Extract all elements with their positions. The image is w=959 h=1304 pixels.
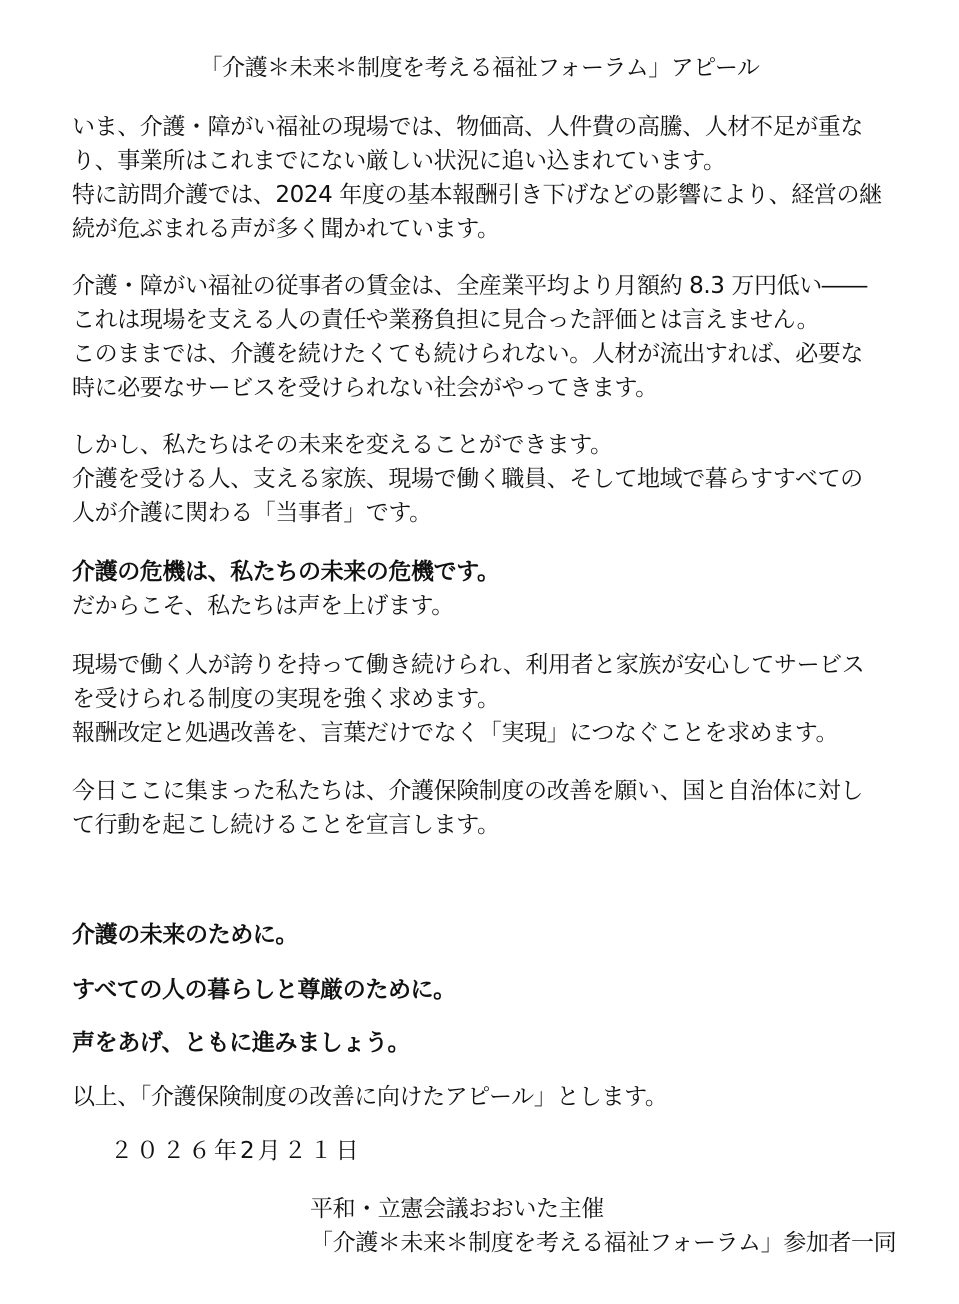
paragraph-2 xyxy=(72,269,914,405)
paragraph-line: このままでは、介護を続けたくても続けられない。人材が流出すれば、必要な xyxy=(72,341,864,367)
paragraph-3 xyxy=(72,428,914,530)
paragraph-line: 特に訪問介護では、2024 年度の基本報酬引き下げなどの影響により、経営の継 xyxy=(72,182,882,208)
paragraph-line: 介護を受ける人、支える家族、現場で働く職員、そして地域で暮らすすべての xyxy=(72,466,863,492)
paragraph-line: 今日ここに集まった私たちは、介護保険制度の改善を願い、国と自治体に対し xyxy=(72,778,864,804)
slogan-2: すべての人の暮らしと尊厳のために。 xyxy=(72,977,456,1003)
paragraph-line: り、事業所はこれまでにない厳しい状況に追い込まれています。 xyxy=(72,148,726,174)
closing-statement: 以上、「介護保険制度の改善に向けたアピール」とします。 xyxy=(72,1084,668,1110)
paragraph-line: だからこそ、私たちは声を上げます。 xyxy=(72,593,454,619)
paragraph-line: 人が介護に関わる「当事者」です。 xyxy=(72,500,432,526)
slogan-3: 声をあげ、ともに進みましょう。 xyxy=(72,1030,411,1056)
slogan-1: 介護の未来のために。 xyxy=(72,922,299,948)
paragraph-line: しかし、私たちはその未来を変えることができます。 xyxy=(72,432,613,458)
paragraph-line: 時に必要なサービスを受けられない社会がやってきます。 xyxy=(72,375,658,401)
signature-block xyxy=(310,1192,896,1260)
paragraph-5 xyxy=(72,648,914,750)
paragraph-4 xyxy=(72,555,914,623)
paragraph-6 xyxy=(72,774,914,842)
paragraph-line: て行動を起こし続けることを宣言します。 xyxy=(72,812,500,838)
paragraph-line: 続が危ぶまれる声が多く聞かれています。 xyxy=(72,216,500,242)
paragraph-line: 現場で働く人が誇りを持って働き続けられ、利用者と家族が安心してサービス xyxy=(72,652,865,678)
document-date: ２０２６年2月２１日 xyxy=(110,1138,362,1164)
paragraph-1 xyxy=(72,110,914,246)
signature-participants: 「介護＊未来＊制度を考える福祉フォーラム」参加者一同 xyxy=(310,1230,897,1256)
signature-organizer: 平和・立憲会議おおいた主催 xyxy=(310,1196,604,1222)
emphasis-line: 介護の危機は、私たちの未来の危機です。 xyxy=(72,559,500,585)
document-title: 「介護＊未来＊制度を考える福祉フォーラム」アピール xyxy=(199,55,760,81)
paragraph-line: 報酬改定と処遇改善を、言葉だけでなく「実現」につなぐことを求めます。 xyxy=(72,720,839,746)
paragraph-line: 介護・障がい福祉の従事者の賃金は、全産業平均より月額約 8.3 万円低い―― xyxy=(72,273,867,299)
paragraph-line: を受けられる制度の実現を強く求めます。 xyxy=(72,686,500,712)
paragraph-line: いま、介護・障がい福祉の現場では、物価高、人件費の高騰、人材不足が重な xyxy=(72,114,864,140)
paragraph-line: これは現場を支える人の責任や業務負担に見合った評価とは言えません。 xyxy=(72,307,820,333)
